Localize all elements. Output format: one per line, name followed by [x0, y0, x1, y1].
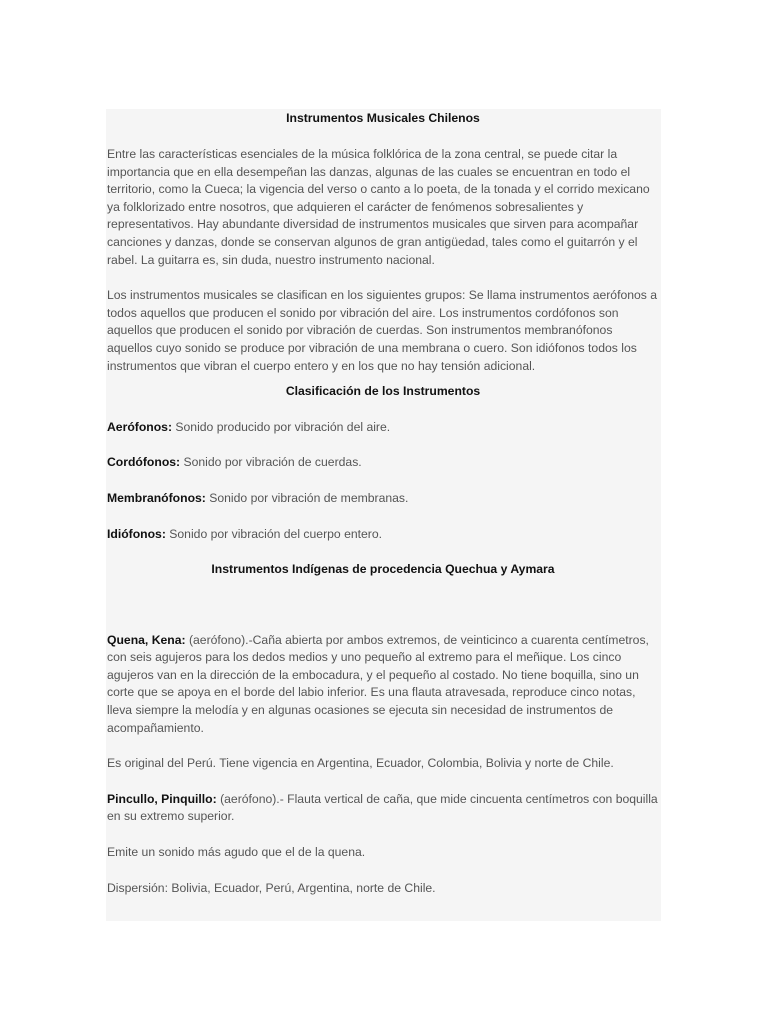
- entry-quena: [107, 632, 659, 738]
- class-term: Idiófonos:: [107, 526, 166, 541]
- class-item-membranofonos: [107, 490, 659, 508]
- document-body: [106, 109, 661, 921]
- pincullo-dispersion: Dispersión: Bolivia, Ecuador, Perú, Argentina, norte de Chile.: [107, 880, 436, 895]
- section-title-classification: Clasificación de los Instrumentos: [285, 384, 481, 399]
- class-desc: Sonido por vibración del cuerpo entero.: [165, 526, 383, 541]
- class-term: Cordófonos:: [107, 455, 181, 470]
- quena-origin: Es original del Perú. Tiene vigencia en Argentina, Ecuador, Colombia, Bolivia y norte de Chile.: [107, 756, 614, 771]
- class-item-idiofonos: [107, 526, 659, 544]
- class-term: Membranófonos:: [107, 490, 206, 505]
- class-desc: Sonido por vibración de cuerdas.: [180, 455, 362, 470]
- class-item-aerofonos: [107, 419, 659, 437]
- entry-desc: (aerófono).-Caña abierta por ambos extremos, de veinticinco a cuarenta centímetros, con seis agujeros para los dedos medios y uno pequeño al extremo para el meñique. Los cinco agujeros van en la dirección de la embocadura, y el pequeño al costado. No tiene boquilla, sino un corte que se apoya en el borde del labio inferior. Es una flauta atravesada, reproduce cinco notas, lleva siempre la melodía y en algunas ocasiones se ejecuta sin necesidad de instrumentos de acompañamiento.: [107, 632, 649, 735]
- class-term: Aerófonos:: [107, 419, 172, 434]
- class-desc: Sonido por vibración de membranas.: [205, 490, 409, 505]
- entry-term: Pincullo, Pinquillo:: [107, 791, 217, 806]
- class-item-cordofonos: [107, 454, 659, 472]
- entry-term: Quena, Kena:: [107, 632, 186, 647]
- class-desc: Sonido producido por vibración del aire.: [172, 419, 391, 434]
- entry-pincullo: [107, 791, 659, 826]
- document-title: Instrumentos Musicales Chilenos: [286, 111, 480, 125]
- section-title-indigenous: Instrumentos Indígenas de procedencia Quechua y Aymara: [211, 562, 555, 577]
- classification-paragraph: Los instrumentos musicales se clasifican en los siguientes grupos: Se llama instrumentos aerófonos a todos aquellos que producen el sonido por vibración del aire. Los instrumentos cordófonos son aquellos que producen el sonido por vibración de cuerdas. Son instrumentos membranófonos aquellos cuyo sonido se produce por vibración de una membrana o cuero. Son idiófonos todos los instrumentos que vibran el cuerpo entero y en los que no hay tensión adicional.: [107, 288, 658, 373]
- pincullo-sound: Emite un sonido más agudo que el de la quena.: [107, 845, 366, 860]
- intro-paragraph: Entre las características esenciales de la música folklórica de la zona central, se puede citar la importancia que en ella desempeñan las danzas, algunas de las cuales se encuentran en todo el territorio, como la Cueca; la vigencia del verso o canto a lo poeta, de la tonada y el corrido mexicano ya folklorizado entre nosotros, que adquieren el carácter de fenómenos sobresalientes y representativos. Hay abundante diversidad de instrumentos musicales que sirven para acompañar canciones y danzas, donde se conservan algunos de gran antigüedad, tales como el guitarrón y el rabel. La guitarra es, sin duda, nuestro instrumento nacional.: [107, 147, 650, 267]
- entry-desc: (aerófono).- Flauta vertical de caña, que mide cincuenta centímetros con boquilla en su extremo superior.: [107, 791, 658, 824]
